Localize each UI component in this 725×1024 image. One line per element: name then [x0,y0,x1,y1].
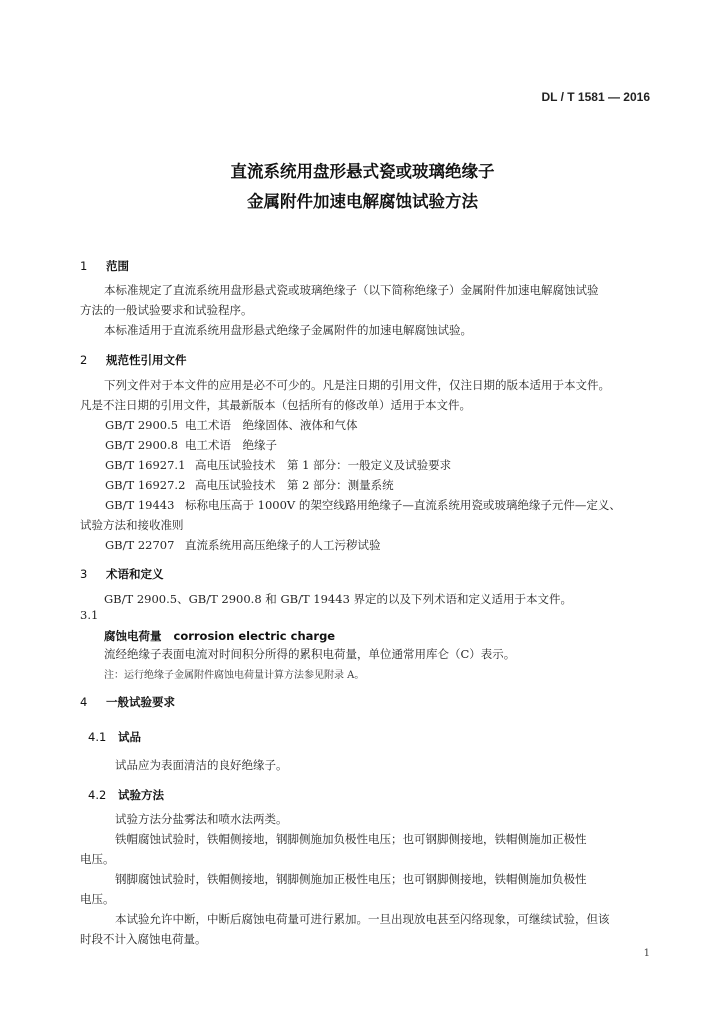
reference-title: 电工术语 绝缘子 [185,438,277,452]
page-number: 1 [643,948,650,959]
reference-title: 电工术语 绝缘固体、液体和气体 [185,418,358,432]
reference-title: 直流系统用高压绝缘子的人工污秽试验 [185,538,381,552]
reference-code: GB/T 22707 [105,538,175,552]
section-1-heading [80,258,129,274]
section-4-heading [80,694,175,710]
reference-title: 高电压试验技术 第 1 部分：一般定义及试验要求 [195,458,452,472]
reference-title: 高电压试验技术 第 2 部分：测量系统 [195,478,394,492]
normative-reference [105,537,381,553]
paragraph-line: 电压。 [80,892,115,906]
normative-reference [105,477,394,493]
subsection-4-1-heading [88,729,141,745]
subsection-number: 4.1 [88,730,107,744]
normative-reference [105,457,451,473]
term-english: corrosion electric charge [173,629,336,643]
subsection-title: 试验方法 [118,788,164,802]
reference-continuation: 试验方法和接收准则 [80,518,184,532]
reference-title: 标称电压高于 1000V 的架空线路用绝缘子—直流系统用瓷或玻璃绝缘子元件—定义、 [185,498,621,512]
section-title: 范围 [106,259,129,273]
reference-code: GB/T 2900.8 [105,438,179,452]
paragraph-line: 方法的一般试验要求和试验程序。 [80,303,253,317]
normative-reference [105,417,358,433]
standard-code: DL / T 1581 — 2016 [541,90,650,104]
section-number: 1 [80,259,88,273]
term-definition: 流经绝缘子表面电流对时间积分所得的累积电荷量，单位通常用库仑（C）表示。 [104,647,516,661]
document-title-line-1: 直流系统用盘形悬式瓷或玻璃绝缘子 [230,162,495,181]
reference-code: GB/T 2900.5 [105,418,179,432]
reference-code: GB/T 16927.2 [105,478,186,492]
section-number: 4 [80,695,88,709]
normative-reference [105,437,277,453]
paragraph-line: 本试验允许中断，中断后腐蚀电荷量可进行累加。一旦出现放电甚至闪络现象，可继续试验，但该 [115,912,610,926]
section-title: 一般试验要求 [106,695,175,709]
section-title: 规范性引用文件 [106,353,187,367]
term-chinese: 腐蚀电荷量 [104,629,162,643]
subsection-4-2-heading [88,787,164,803]
section-number: 2 [80,353,88,367]
section-3-heading [80,566,164,582]
normative-reference [105,497,621,513]
subsection-number: 3.1 [80,608,99,622]
paragraph-line: 下列文件对于本文件的应用是必不可少的。凡是注日期的引用文件，仅注日期的版本适用于本文件。 [104,378,610,392]
paragraph-line: 本标准规定了直流系统用盘形悬式瓷或玻璃绝缘子（以下简称绝缘子）金属附件加速电解腐蚀试验 [104,283,599,297]
document-title-line-2: 金属附件加速电解腐蚀试验方法 [247,192,478,211]
paragraph-line: 本标准适用于直流系统用盘形悬式绝缘子金属附件的加速电解腐蚀试验。 [104,323,472,337]
reference-code: GB/T 16927.1 [105,458,186,472]
reference-code: GB/T 19443 [105,498,175,512]
section-title: 术语和定义 [106,567,164,581]
note: 注：运行绝缘子金属附件腐蚀电荷量计算方法参见附录 A。 [104,670,365,681]
paragraph-line: 凡是不注日期的引用文件，其最新版本（包括所有的修改单）适用于本文件。 [80,398,471,412]
section-number: 3 [80,567,88,581]
subsection-number: 4.2 [88,788,107,802]
paragraph-line: 试验方法分盐雾法和喷水法两类。 [115,812,288,826]
paragraph-line: 铁帽腐蚀试验时，铁帽侧接地，钢脚侧施加负极性电压；也可钢脚侧接地，铁帽侧施加正极性 [115,832,587,846]
paragraph-line: GB/T 2900.5、GB/T 2900.8 和 GB/T 19443 界定的以及下列术语和定义适用于本文件。 [104,592,573,606]
paragraph-line: 钢脚腐蚀试验时，铁帽侧接地，钢脚侧施加正极性电压；也可钢脚侧接地，铁帽侧施加负极性 [115,872,587,886]
section-2-heading [80,352,187,368]
subsection-title: 试品 [118,730,141,744]
paragraph-line: 试品应为表面清洁的良好绝缘子。 [115,758,288,772]
term-entry [104,628,335,644]
paragraph-line: 电压。 [80,852,115,866]
paragraph-line: 时段不计入腐蚀电荷量。 [80,932,207,946]
